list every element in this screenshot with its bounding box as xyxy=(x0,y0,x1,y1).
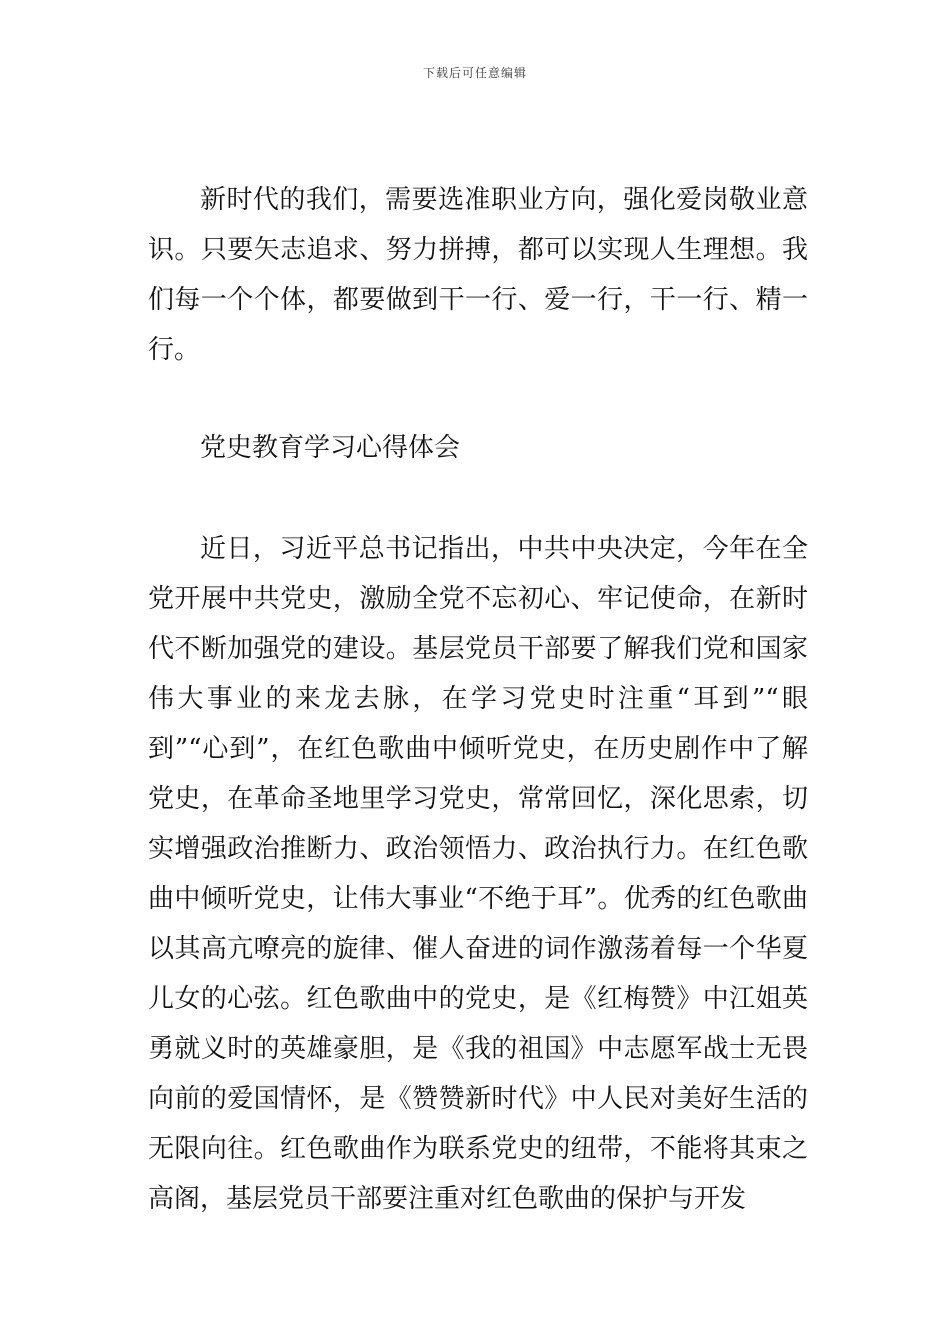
page-header-note: 下载后可任意编辑 xyxy=(422,66,527,80)
main-paragraph: 近日，习近平总书记指出，中共中央决定，今年在全党开展中共党史，激励全党不忘初心、牢记使命，在新时代不断加强党的建设。基层党员干部要了解我们党和国家伟大事业的来龙去脉，在学习党史时注重“耳到”“眼到”“心到”，在红色歌曲中倾听党史，在历史剧作中了解党史，在革命圣地里学习党史，常常回忆，深化思索，切实增强政治推断力、政治领悟力、政治执行力。在红色歌曲中倾听党史，让伟大事业“不绝于耳”。优秀的红色歌曲以其高亢嘹亮的旋律、催人奋进的词作激荡着每一个华夏儿女的心弦。红色歌曲中的党史，是《红梅赞》中江姐英勇就义时的英雄豪胆，是《我的祖国》中志愿军战士无畏向前的爱国情怀，是《赞赞新时代》中人民对美好生活的无限向往。红色歌曲作为联系党史的纽带，不能将其束之高阁，基层党员干部要注重对红色歌曲的保护与开发 xyxy=(148,534,808,1214)
section-title: 党史教育学习心得体会 xyxy=(200,433,461,463)
intro-paragraph: 新时代的我们，需要选准职业方向，强化爱岗敬业意识。只要矢志追求、努力拼搏，都可以实现人生理想。我们每一个个体，都要做到干一行、爱一行，干一行、精一行。 xyxy=(148,185,808,365)
